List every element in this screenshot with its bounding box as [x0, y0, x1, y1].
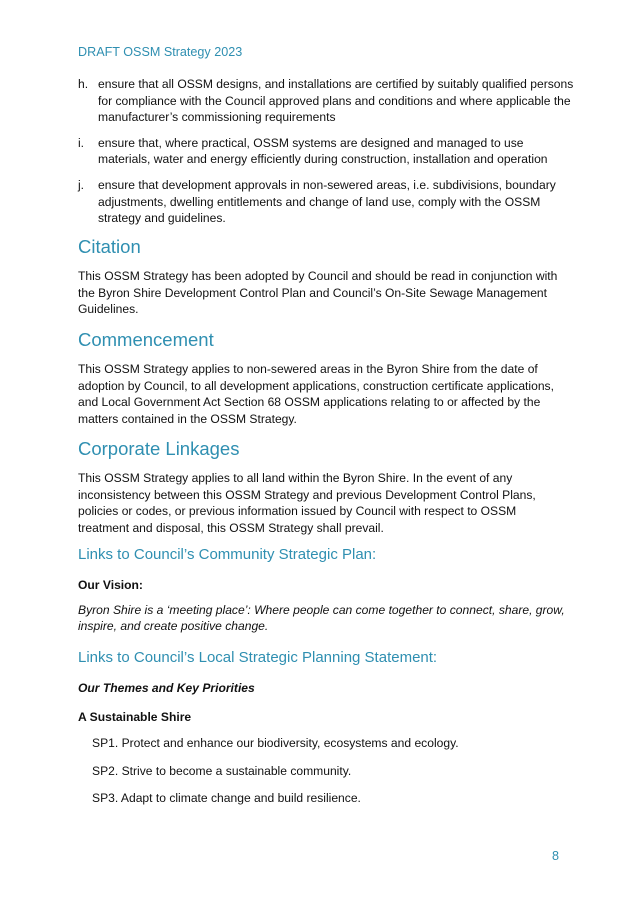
community-plan-section: [78, 545, 568, 635]
planning-statement-heading: Links to Council’s Local Strategic Planning Statement:: [78, 649, 438, 666]
list-marker: i.: [78, 135, 85, 150]
linkages-body: This OSSM Strategy applies to all land within the Byron Shire. In the event of any inconsistency between this OSSM Strategy and previous Development Control Plans, policies or codes, or previous information issued by Council with respect to OSSM treatment and disposal, this OSSM Strategy shall prevail.: [78, 471, 536, 535]
list-item: [78, 135, 578, 168]
priority-item: SP2. Strive to become a sustainable community.: [92, 764, 352, 778]
commencement-body: This OSSM Strategy applies to non-sewered areas in the Byron Shire from the date of adoption by Council, to all development applications, construction certificate applications, and Local Government Act Section 68 OSSM applications relating to or affected by the matters contained in the OSSM Strategy.: [78, 362, 554, 426]
planning-statement-section: [78, 648, 568, 725]
linkages-heading: Corporate Linkages: [78, 438, 240, 459]
list-item: [78, 177, 578, 227]
list-item-text: ensure that all OSSM designs, and installations are certified by suitably qualified persons for compliance with the Council approved plans and conditions and where applicable the manufacturer’s commissioning requirements: [98, 77, 574, 125]
linkages-section: [78, 438, 568, 536]
priority-item: SP3. Adapt to climate change and build resilience.: [92, 791, 361, 805]
list-item: [78, 76, 578, 126]
list-item-text: ensure that development approvals in non-sewered areas, i.e. subdivisions, boundary adjustments, dwelling entitlements and change of land use, comply with the OSSM strategy and guidelines.: [98, 177, 556, 226]
vision-label: Our Vision:: [78, 578, 143, 592]
community-plan-heading: Links to Council’s Community Strategic Plan:: [78, 546, 377, 563]
sustainable-shire-label: A Sustainable Shire: [78, 709, 192, 724]
citation-heading: Citation: [78, 236, 141, 257]
requirements-list: [78, 76, 578, 236]
themes-label: Our Themes and Key Priorities: [78, 681, 255, 695]
citation-section: [78, 236, 568, 318]
citation-body: This OSSM Strategy has been adopted by Council and should be read in conjunction with the Byron Shire Development Control Plan and Council’s On-Site Sewage Management Guidelines.: [78, 269, 558, 317]
page-number: 8: [552, 849, 560, 863]
list-item-text: ensure that, where practical, OSSM systems are designed and managed to use materials, water and energy efficiently during construction, installation and operation: [98, 135, 548, 167]
vision-text: Byron Shire is a ‘meeting place’: Where people can come together to connect, share, grow, inspire, and create positive change.: [78, 602, 565, 634]
document-header: DRAFT OSSM Strategy 2023: [78, 45, 243, 59]
list-marker: j.: [78, 177, 85, 192]
commencement-section: [78, 329, 568, 427]
list-marker: h.: [78, 77, 89, 91]
commencement-heading: Commencement: [78, 329, 214, 350]
priority-item: SP1. Protect and enhance our biodiversity, ecosystems and ecology.: [92, 736, 459, 750]
